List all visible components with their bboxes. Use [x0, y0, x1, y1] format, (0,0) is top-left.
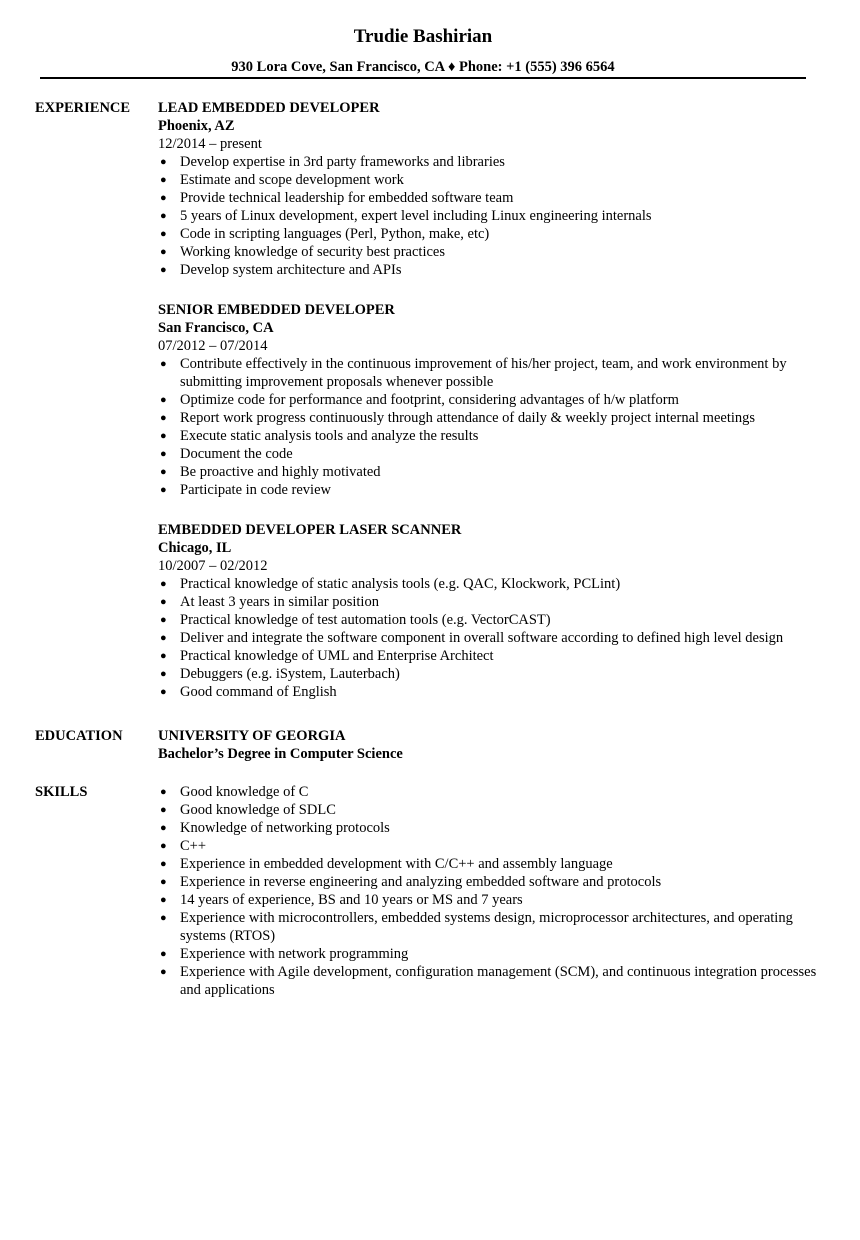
list-item: ● 14 years of experience, BS and 10 years or MS and 7 years — [160, 892, 523, 908]
list-item: ● C++ — [160, 838, 207, 854]
bullet-icon: ● — [160, 894, 167, 906]
list-item: ● Practical knowledge of static analysis tools (e.g. QAC, Klockwork, PCLint) — [160, 576, 621, 592]
bullet-icon: ● — [160, 448, 167, 460]
list-item: ● Execute static analysis tools and analyze the results — [160, 428, 479, 444]
bullet-icon: ● — [160, 686, 167, 698]
bullet-icon: ● — [160, 430, 167, 442]
job-location: Chicago, IL — [158, 540, 232, 556]
list-item: ● Participate in code review — [160, 482, 331, 498]
job-title: LEAD EMBEDDED DEVELOPER — [158, 100, 380, 116]
bullet-icon: ● — [160, 156, 167, 168]
list-item: ● Working knowledge of security best practices — [160, 244, 445, 260]
list-item: ● Be proactive and highly motivated — [160, 464, 381, 480]
job-entry — [158, 99, 818, 279]
list-item: ● 5 years of Linux development, expert level including Linux engineering internals — [160, 208, 652, 224]
list-item: ● Develop system architecture and APIs — [160, 262, 402, 278]
bullet-icon: ● — [160, 632, 167, 644]
bullet-icon: ● — [160, 210, 167, 222]
list-item: ● Experience with network programming — [160, 946, 409, 962]
skills-entry — [158, 783, 818, 999]
candidate-name: Trudie Bashirian — [353, 26, 493, 47]
list-item: ● Provide technical leadership for embedded software team — [160, 190, 514, 206]
list-item: ● Estimate and scope development work — [160, 172, 404, 188]
bullet-icon: ● — [160, 466, 167, 478]
bullet-icon: ● — [160, 246, 167, 258]
list-item: ● Good command of English — [160, 684, 337, 700]
list-item: ● Experience with microcontrollers, embedded systems design, microprocessor architectures, and operating systems (RTOS) — [160, 910, 793, 944]
list-item: ● At least 3 years in similar position — [160, 594, 379, 610]
bullet-icon: ● — [160, 650, 167, 662]
skills-section-label: SKILLS — [35, 784, 88, 800]
bullet-icon: ● — [160, 484, 167, 496]
list-item: ● Practical knowledge of UML and Enterprise Architect — [160, 648, 494, 664]
list-item: ● Good knowledge of C — [160, 784, 309, 800]
job-bullet-list — [158, 153, 818, 279]
list-item: ● Knowledge of networking protocols — [160, 820, 390, 836]
bullet-icon: ● — [160, 412, 167, 424]
list-item: ● Develop expertise in 3rd party frameworks and libraries — [160, 154, 505, 170]
education-section-label: EDUCATION — [35, 728, 123, 744]
bullet-icon: ● — [160, 358, 167, 370]
list-item: ● Deliver and integrate the software component in overall software according to defined high level design — [160, 630, 784, 646]
list-item: ● Experience with Agile development, configuration management (SCM), and continuous integration processes and applications — [160, 964, 817, 998]
bullet-icon: ● — [160, 394, 167, 406]
bullet-icon: ● — [160, 668, 167, 680]
job-title: SENIOR EMBEDDED DEVELOPER — [158, 302, 395, 318]
experience-section-label: EXPERIENCE — [35, 100, 131, 116]
list-item: ● Optimize code for performance and footprint, considering advantages of h/w platform — [160, 392, 679, 408]
job-dates: 12/2014 – present — [158, 136, 262, 152]
bullet-icon: ● — [160, 614, 167, 626]
job-entry — [158, 521, 818, 701]
bullet-icon: ● — [160, 228, 167, 240]
job-bullet-list — [158, 575, 818, 701]
bullet-icon: ● — [160, 804, 167, 816]
bullet-icon: ● — [160, 876, 167, 888]
bullet-icon: ● — [160, 912, 167, 924]
bullet-icon: ● — [160, 786, 167, 798]
header-divider — [40, 77, 806, 79]
bullet-icon: ● — [160, 192, 167, 204]
bullet-icon: ● — [160, 948, 167, 960]
list-item: ● Experience in reverse engineering and analyzing embedded software and protocols — [160, 874, 662, 890]
list-item: ● Code in scripting languages (Perl, Python, make, etc) — [160, 226, 490, 242]
bullet-icon: ● — [160, 966, 167, 978]
resume-header — [0, 24, 846, 77]
list-item: ● Experience in embedded development with C/C++ and assembly language — [160, 856, 613, 872]
job-dates: 10/2007 – 02/2012 — [158, 558, 268, 574]
list-item: ● Good knowledge of SDLC — [160, 802, 336, 818]
list-item: ● Report work progress continuously through attendance of daily & weekly project internal meetings — [160, 410, 756, 426]
job-location: San Francisco, CA — [158, 320, 274, 336]
job-bullet-list — [158, 355, 818, 499]
job-title: EMBEDDED DEVELOPER LASER SCANNER — [158, 522, 462, 538]
bullet-icon: ● — [160, 264, 167, 276]
list-item: ● Debuggers (e.g. iSystem, Lauterbach) — [160, 666, 400, 682]
education-entry — [158, 727, 818, 763]
bullet-icon: ● — [160, 578, 167, 590]
bullet-icon: ● — [160, 858, 167, 870]
list-item: ● Document the code — [160, 446, 293, 462]
list-item: ● Practical knowledge of test automation tools (e.g. VectorCAST) — [160, 612, 551, 628]
skills-list — [158, 783, 818, 999]
contact-line: 930 Lora Cove, San Francisco, CA ♦ Phone: +1 (555) 396 6564 — [231, 59, 615, 75]
list-item: ● Contribute effectively in the continuous improvement of his/her project, team, and work environment by submitting improvement proposals whenever possible — [160, 356, 787, 390]
bullet-icon: ● — [160, 596, 167, 608]
job-location: Phoenix, AZ — [158, 118, 235, 134]
job-dates: 07/2012 – 07/2014 — [158, 338, 268, 354]
bullet-icon: ● — [160, 840, 167, 852]
degree: Bachelor’s Degree in Computer Science — [158, 746, 403, 762]
bullet-icon: ● — [160, 174, 167, 186]
job-entry — [158, 301, 818, 499]
bullet-icon: ● — [160, 822, 167, 834]
school-name: UNIVERSITY OF GEORGIA — [158, 728, 346, 744]
